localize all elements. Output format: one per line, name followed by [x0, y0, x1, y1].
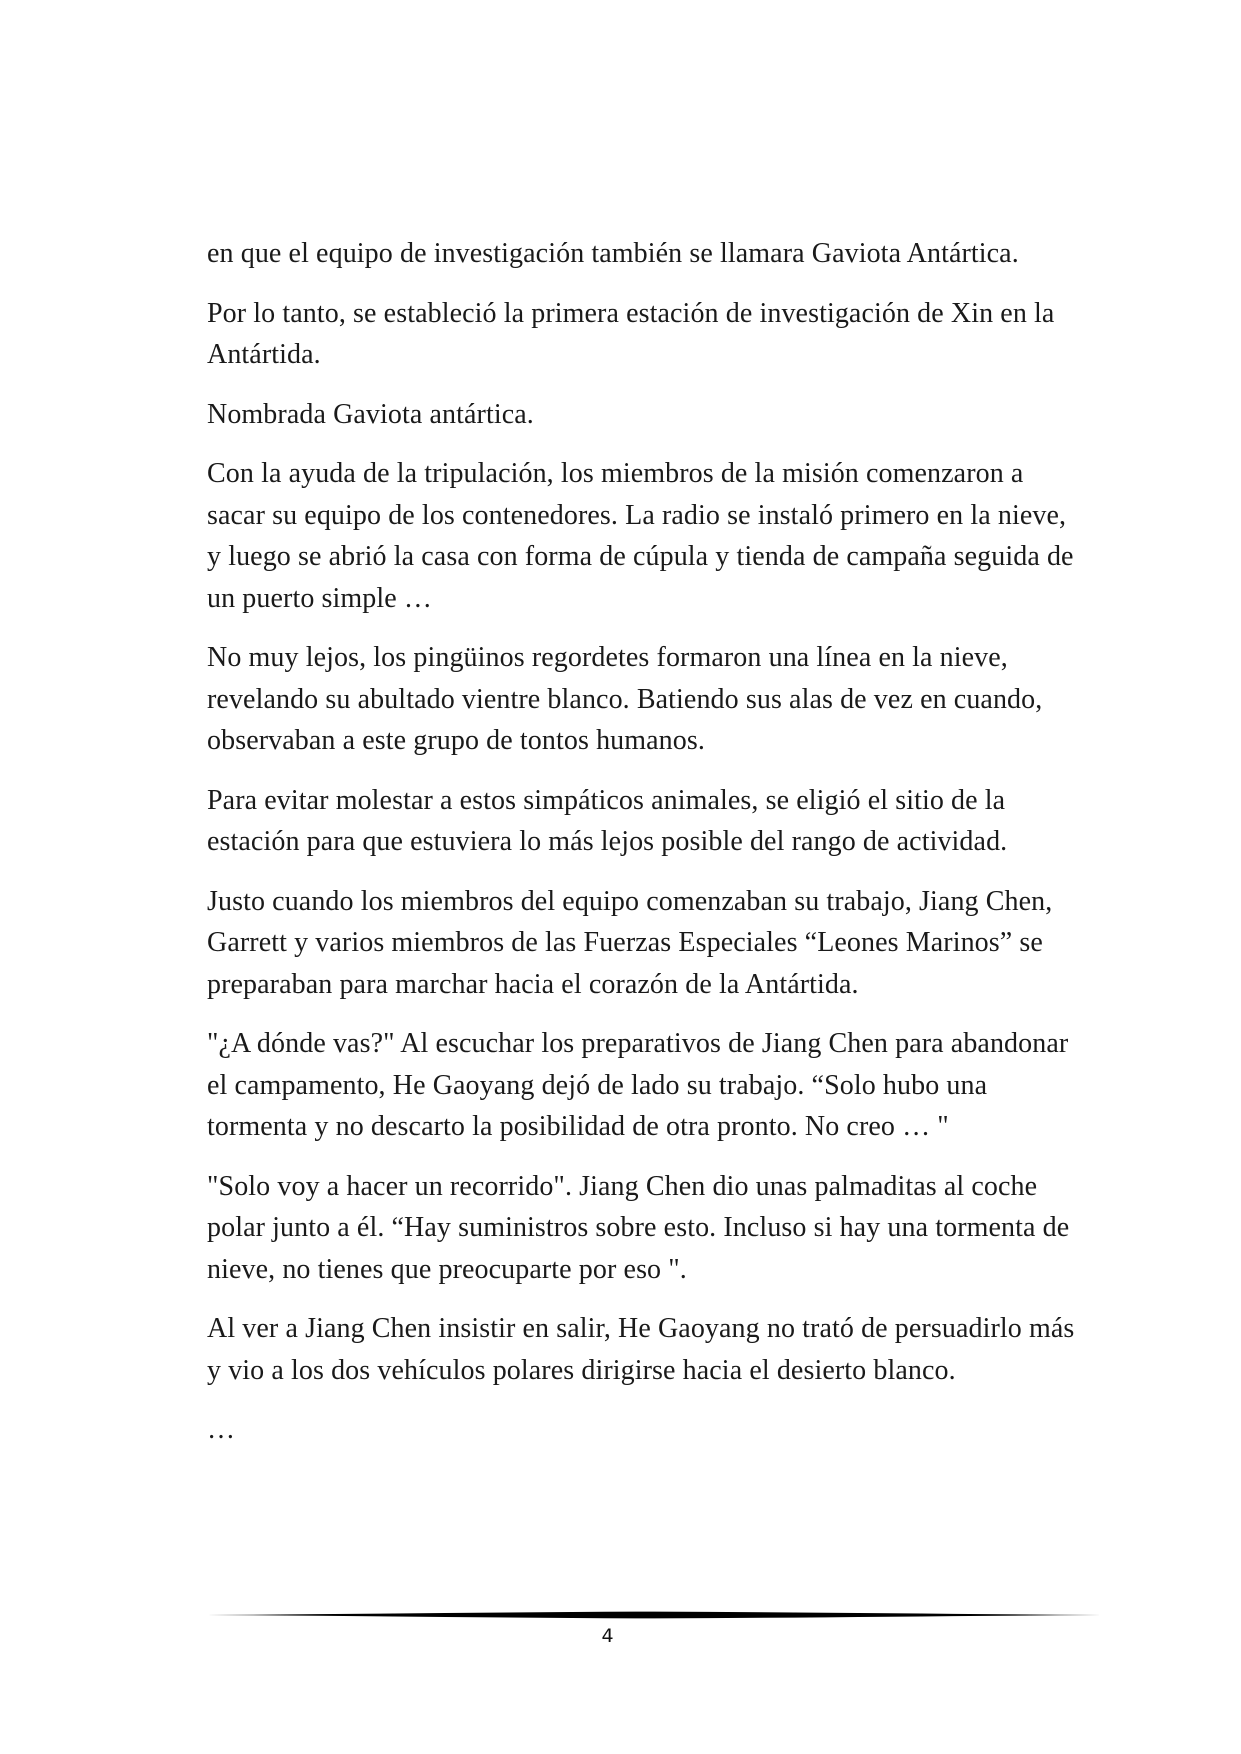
footer-rule — [207, 1611, 1101, 1619]
paragraph: No muy lejos, los pingüinos regordetes formaron una línea en la nieve, revelando su abultado vientre blanco. Batiendo sus alas de vez en cuando, observaban a este grupo de tontos humanos. — [207, 642, 1043, 756]
paragraph: Nombrada Gaviota antártica. — [207, 398, 534, 430]
paragraph: en que el equipo de investigación también se llamara Gaviota Antártica. — [207, 238, 1019, 269]
page-body — [207, 233, 1087, 1469]
paragraph: Justo cuando los miembros del equipo comenzaban su trabajo, Jiang Chen, Garrett y varios miembros de las Fuerzas Especiales “Leones Marinos” se preparaban para marchar hacia el corazón de la Antártida. — [207, 885, 1053, 1000]
paragraph: Por lo tanto, se estableció la primera estación de investigación de Xin en la Antártida. — [207, 297, 1055, 370]
page-number — [0, 1625, 1241, 1647]
paragraph-ellipsis: … — [207, 1414, 236, 1445]
paragraph: "Solo voy a hacer un recorrido". Jiang Chen dio unas palmaditas al coche polar junto a él. “Hay suministros sobre esto. Incluso si hay una tormenta de nieve, no tienes que preocuparte por eso ". — [207, 1170, 1070, 1285]
page-number-label: 4 — [601, 1625, 614, 1647]
paragraph: Para evitar molestar a estos simpáticos animales, se eligió el sitio de la estación para que estuviera lo más lejos posible del rango de actividad. — [207, 784, 1008, 857]
paragraph: Al ver a Jiang Chen insistir en salir, He Gaoyang no trató de persuadirlo más y vio a los dos vehículos polares dirigirse hacia el desierto blanco. — [207, 1313, 1075, 1386]
paragraph: "¿A dónde vas?" Al escuchar los preparativos de Jiang Chen para abandonar el campamento, He Gaoyang dejó de lado su trabajo. “Solo hubo una tormenta y no descarto la posibilidad de otra pronto. No creo … " — [207, 1028, 1069, 1142]
paragraph: Con la ayuda de la tripulación, los miembros de la misión comenzaron a sacar su equipo de los contenedores. La radio se instaló primero en la nieve, y luego se abrió la casa con forma de cúpula y tienda de campaña seguida de un puerto simple … — [207, 458, 1074, 614]
